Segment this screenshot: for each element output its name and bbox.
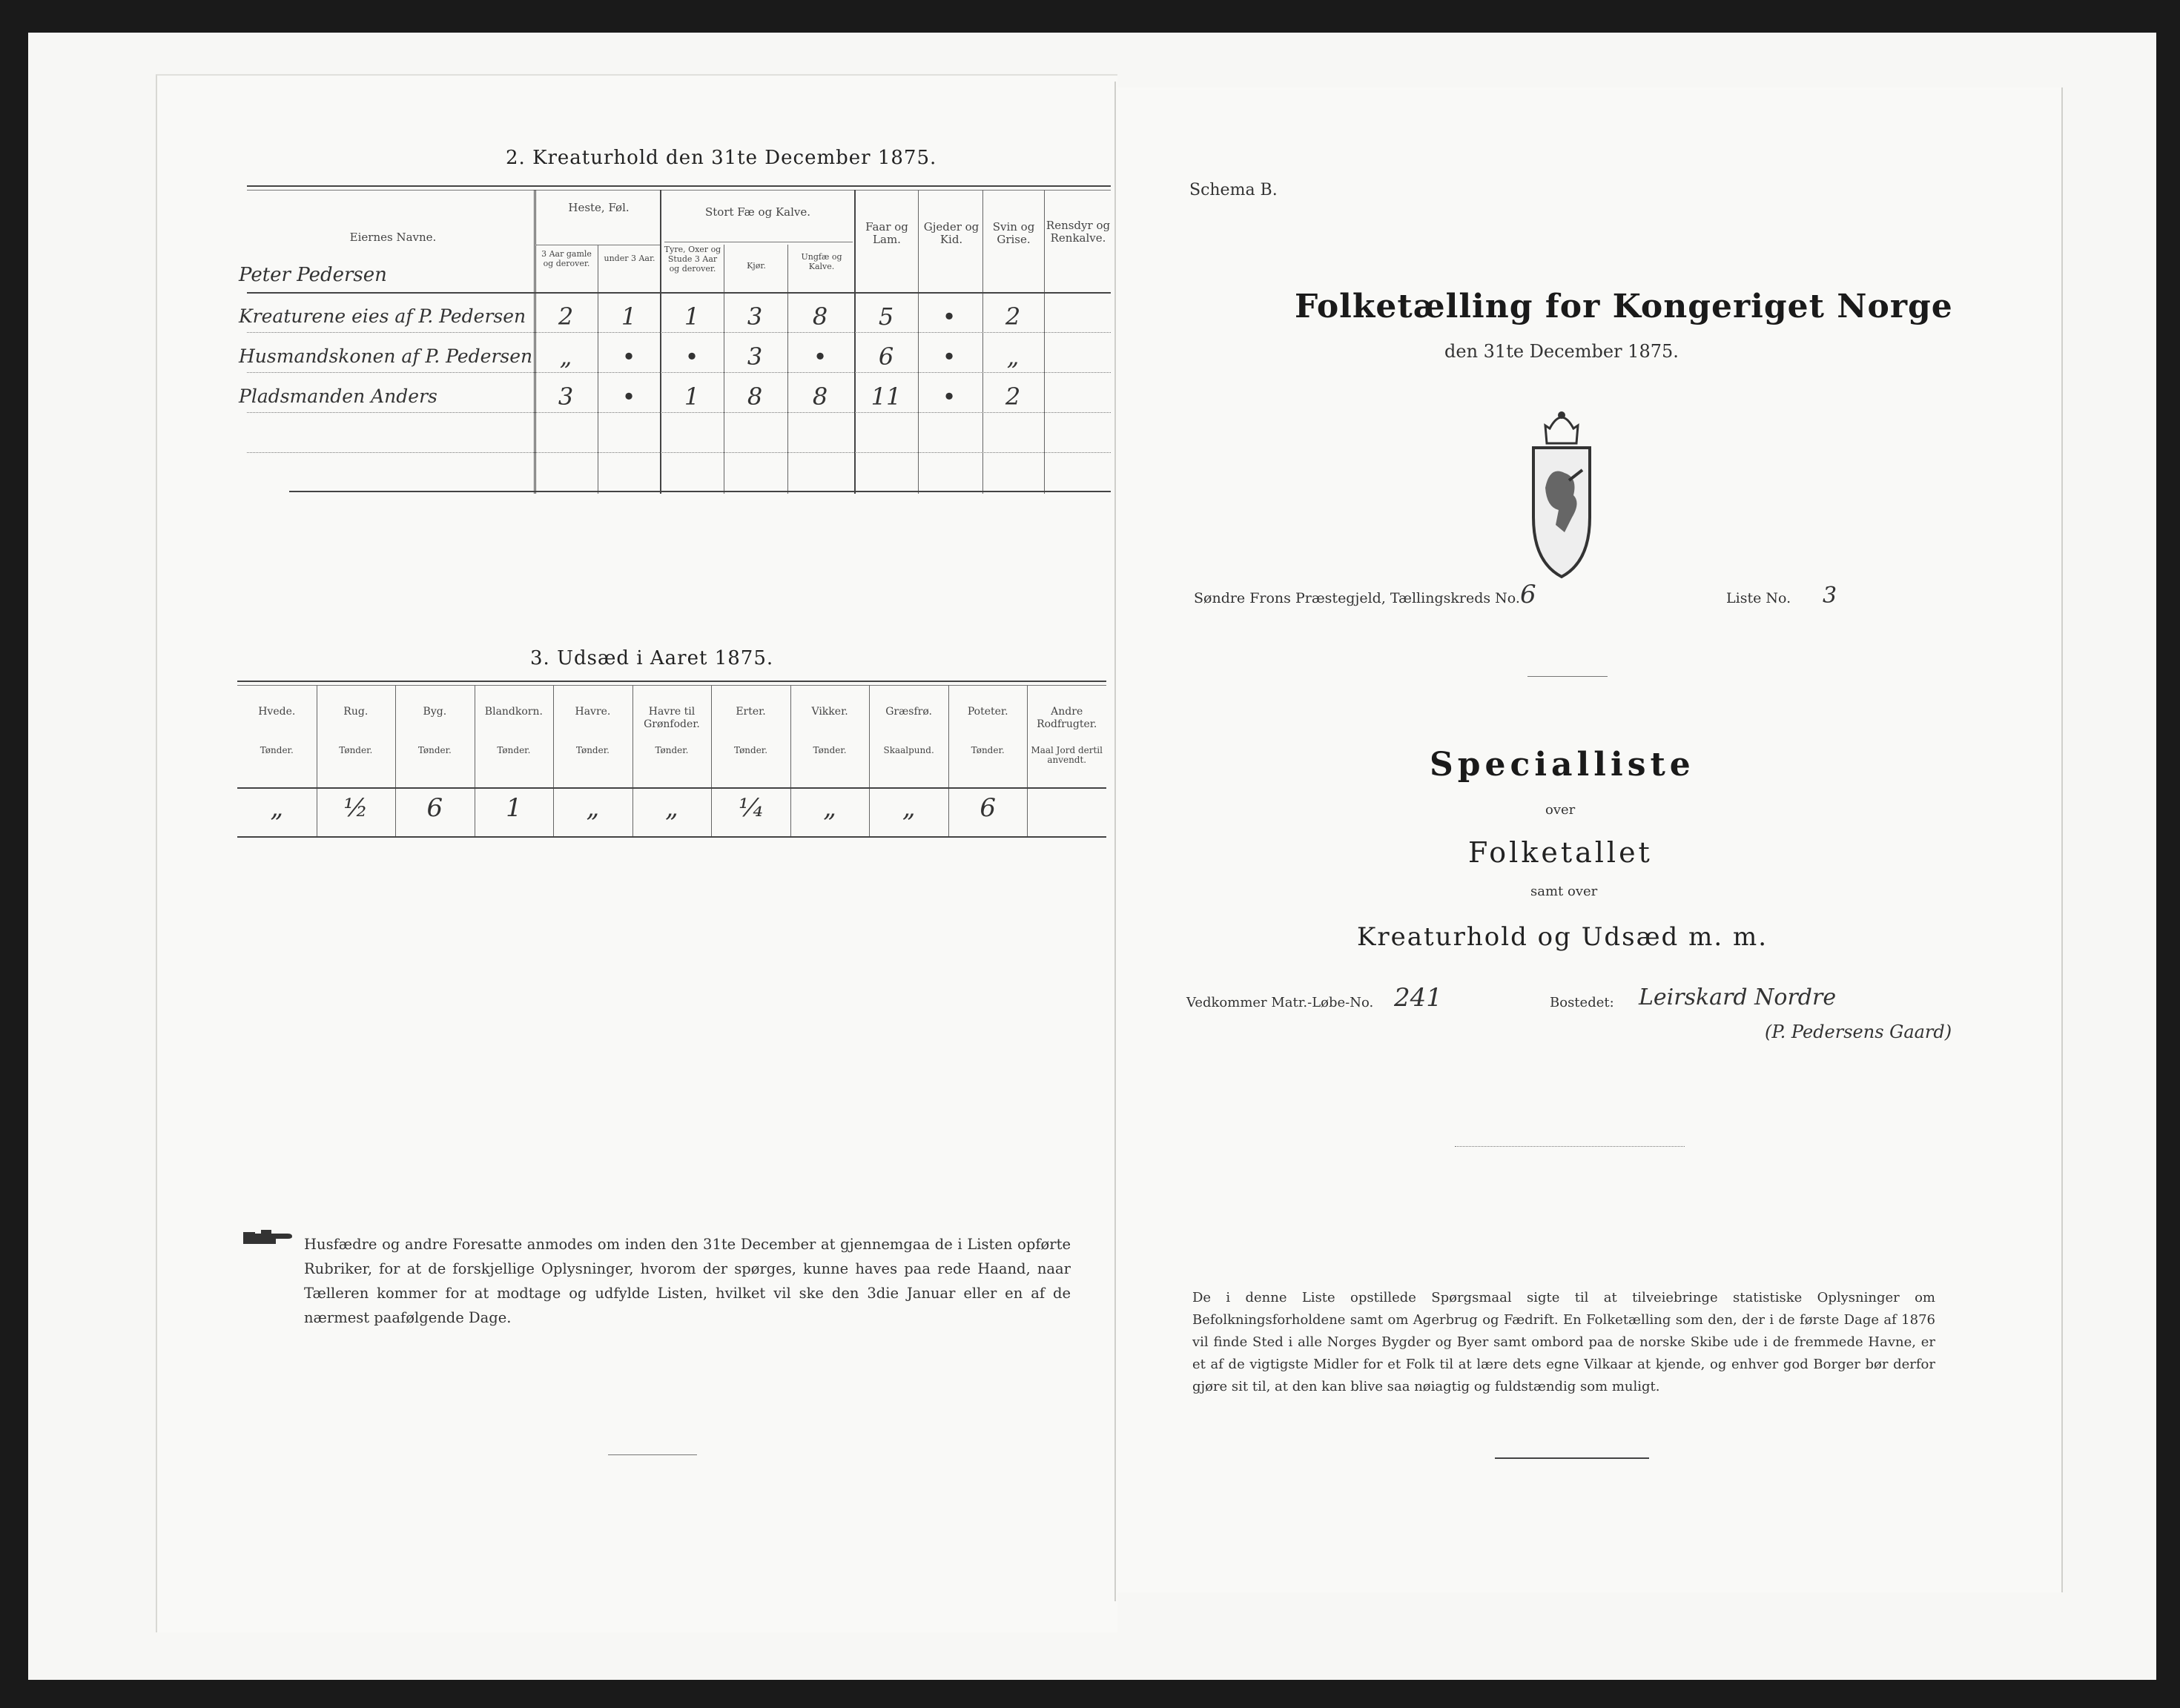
seed-cell: „ [902, 793, 916, 823]
livestock-cell: 5 [878, 302, 894, 331]
seed-cell: 6 [980, 793, 996, 823]
seed-top-rule [237, 681, 1106, 682]
livestock-cell: 1 [621, 302, 637, 331]
header-heste-a: 3 Aar gamle og derover. [541, 249, 592, 268]
livestock-row-name: Husmandskonen af P. Pedersen [239, 345, 533, 367]
dotted-rule [1455, 1146, 1685, 1147]
pointing-hand-icon [243, 1228, 297, 1247]
vline [918, 190, 919, 494]
header-gjeder: Gjeder og Kid. [923, 220, 980, 246]
header-stort-a: Tyre, Oxer og Stude 3 Aar og derover. [664, 245, 721, 274]
kreaturhold-label: Kreaturhold og Udsæd m. m. [1357, 922, 1768, 952]
seed-col-name: Havre. [575, 706, 611, 718]
seed-col-unit: Tønder. [813, 745, 847, 755]
row-rule [247, 452, 1111, 453]
livestock-cell: • [942, 302, 957, 331]
seed-col-unit: Tønder. [339, 745, 373, 755]
matr-number: 241 [1394, 983, 1442, 1013]
seed-col-unit: Tønder. [497, 745, 531, 755]
header-faar: Faar og Lam. [865, 220, 908, 246]
livestock-row-name: Peter Pedersen [239, 264, 387, 286]
seed-cell: „ [586, 793, 600, 823]
seed-cell: „ [823, 793, 836, 823]
seed-col-unit: Tønder. [575, 745, 610, 755]
livestock-cell: „ [1006, 342, 1020, 371]
district-number: 6 [1520, 580, 1536, 609]
footer-rule [1495, 1457, 1649, 1459]
seed-top-rule-2 [237, 685, 1106, 686]
livestock-row-name: Kreaturene eies af P. Pedersen [239, 305, 526, 327]
livestock-cell: • [942, 383, 957, 411]
vline [982, 190, 983, 494]
header-svin: Svin og Grise. [992, 220, 1035, 246]
header-heste: Heste, Føl. [568, 201, 630, 214]
seed-col-name: Erter. [736, 706, 766, 718]
livestock-cell: 8 [812, 383, 828, 411]
matr-label: Vedkommer Matr.-Løbe-No. [1186, 995, 1374, 1010]
samt-over-label: samt over [1530, 884, 1598, 899]
header-heste-b: under 3 Aar. [604, 254, 655, 263]
seed-col-name: Hvede. [258, 706, 296, 718]
livestock-cell: • [621, 383, 636, 411]
livestock-cell: 1 [684, 383, 700, 411]
bosted-value-2: (P. Pedersens Gaard) [1765, 1022, 1952, 1042]
header-stort-c: Ungfæ og Kalve. [801, 252, 842, 271]
header-names: Eiernes Navne. [349, 231, 437, 244]
bosted-value: Leirskard Nordre [1639, 984, 1837, 1010]
livestock-cell: 1 [684, 302, 700, 331]
livestock-cell: 11 [871, 383, 902, 411]
seed-cell: ½ [343, 793, 369, 823]
livestock-top-rule-2 [247, 190, 1111, 191]
row-rule [247, 372, 1111, 373]
seed-col-name: Rug. [343, 706, 369, 718]
seed-cell: ⅟₄ [739, 793, 763, 823]
vline [1027, 685, 1028, 836]
livestock-cell: 8 [747, 383, 763, 411]
seed-col-unit: Tønder. [971, 745, 1005, 755]
seed-cell: 6 [426, 793, 443, 823]
short-rule [1527, 676, 1608, 677]
seed-col-name: Andre Rodfrugter. [1037, 706, 1097, 730]
livestock-cell: 8 [812, 302, 828, 331]
seed-col-name: Blandkorn. [484, 706, 543, 718]
livestock-cell: 2 [558, 302, 574, 331]
livestock-cell: • [621, 342, 636, 371]
livestock-cell: 3 [558, 383, 574, 411]
seed-col-unit: Tønder. [417, 745, 452, 755]
seed-cell: 1 [506, 793, 522, 823]
schema-label: Schema B. [1189, 181, 1278, 199]
livestock-cell: • [684, 342, 699, 371]
vline [1044, 190, 1045, 494]
seed-col-unit: Maal Jord dertil anvendt. [1031, 745, 1103, 765]
seed-col-unit: Tønder. [260, 745, 294, 755]
liste-label: Liste No. [1726, 590, 1791, 606]
header-stort-b: Kjør. [747, 261, 766, 271]
seed-col-name: Poteter. [967, 706, 1008, 718]
district-label: Søndre Frons Præstegjeld, Tællingskreds No. [1194, 590, 1520, 606]
page-fold [1114, 82, 1116, 1601]
special-title: Specialliste [1430, 746, 1695, 784]
bosted-label: Bostedet: [1550, 995, 1614, 1010]
main-title: Folketælling for Kongeriget Norge [1295, 288, 1953, 325]
livestock-cell: 3 [747, 302, 763, 331]
row-rule [247, 412, 1111, 413]
seed-col-name: Græsfrø. [885, 706, 932, 718]
seed-cell: „ [665, 793, 678, 823]
livestock-cell: „ [559, 342, 572, 371]
livestock-cell: 3 [747, 342, 763, 371]
livestock-top-rule [247, 185, 1111, 187]
notice-text: Husfædre og andre Foresatte anmodes om inden den 31te December at gjennemgaa de i Listen opførte Rubriker, for at de forskjellige Oplysninger, hvorom der spørges, kunne haves paa rede Haand, naar Tælleren kommer for at modtage og udfylde Listen, hvilket vil ske den 3die Januar eller en af de nærmest paafølgende Dage. [304, 1236, 1071, 1326]
header-bottom-rule [247, 292, 1111, 294]
seed-header-rule [237, 787, 1106, 789]
header-rensdyr: Rensdyr og Renkalve. [1046, 219, 1111, 245]
coat-of-arms-icon [1520, 406, 1603, 584]
livestock-cell: 6 [878, 342, 894, 371]
seed-col-unit: Tønder. [655, 745, 689, 755]
livestock-bottom-rule [289, 491, 1111, 492]
seed-col-name: Byg. [423, 706, 447, 718]
livestock-cell: 2 [1005, 302, 1021, 331]
livestock-title: 2. Kreaturhold den 31te December 1875. [506, 147, 937, 169]
seed-col-unit: Tønder. [734, 745, 768, 755]
seed-cell: „ [270, 793, 284, 823]
vline [787, 245, 788, 494]
liste-number: 3 [1823, 583, 1837, 609]
livestock-cell: • [813, 342, 828, 371]
short-rule [608, 1454, 697, 1455]
vline [660, 190, 661, 494]
over-label: over [1545, 802, 1576, 818]
date-line: den 31te December 1875. [1444, 341, 1679, 362]
row-rule [247, 332, 1111, 333]
seed-col-unit: Skaalpund. [883, 745, 934, 755]
seed-col-name: Havre til Grønfoder. [644, 706, 700, 730]
seed-bottom-rule [237, 836, 1106, 838]
seed-col-name: Vikker. [811, 706, 848, 718]
folketallet-label: Folketallet [1468, 836, 1653, 869]
vline [534, 190, 536, 494]
vline [854, 190, 856, 494]
seed-title: 3. Udsæd i Aaret 1875. [530, 647, 774, 669]
livestock-row-name: Pladsmanden Anders [239, 385, 437, 407]
livestock-cell: • [942, 342, 957, 371]
footer-text: De i denne Liste opstillede Spørgsmaal sigte til at tilveiebringe statistiske Oplysninger om Befolkningsforholdene samt om Agerbrug og Fædrift. En Folketælling som den, der i de første Dage af 1876 vil finde Sted i alle Norges Bygder og Byer samt ombord paa de norske Skibe ude i de fremmede Havne, er et af de vigtigste Midler for et Folk til at lære dets egne Vilkaar at kjende, og enhver god Borger bør derfor gjøre sit til, at den kan blive saa nøiagtig og fuldstændig som muligt. [1192, 1290, 1935, 1394]
livestock-cell: 2 [1005, 383, 1021, 411]
header-stort-fae: Stort Fæ og Kalve. [704, 205, 811, 219]
